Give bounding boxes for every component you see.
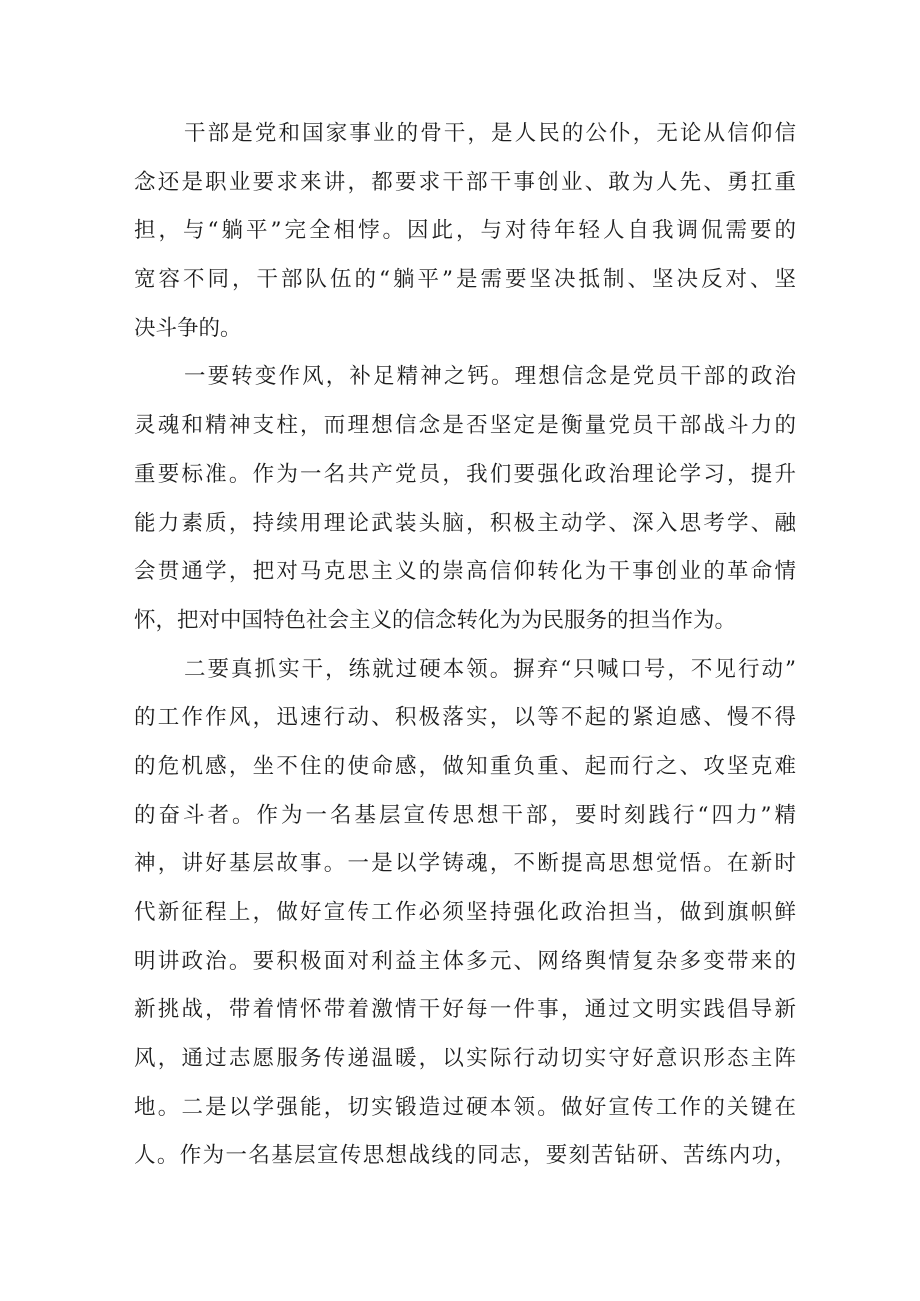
paragraph-2-line-3: 重要标准。作为一名共产党员，我们要强化政治理论学习，提升 bbox=[134, 461, 796, 487]
document-body bbox=[134, 110, 796, 1181]
paragraph-3-line-4: 的奋斗者。作为一名基层宣传思想干部，要时刻践行“四力”精 bbox=[134, 802, 796, 828]
paragraph-3-line-9: 风，通过志愿服务传递温暖，以实际行动切实守好意识形态主阵 bbox=[134, 1046, 796, 1072]
paragraph-1-line-1: 干部是党和国家事业的骨干，是人民的公仆，无论从信仰信 bbox=[184, 121, 796, 146]
paragraph-1-line-4: 宽容不同，干部队伍的“躺平”是需要坚决抵制、坚决反对、坚 bbox=[134, 267, 796, 293]
paragraph-2-line-4: 能力素质，持续用理论武装头脑，积极主动学、深入思考学、融 bbox=[134, 510, 796, 536]
paragraph-1-line-3: 担，与“躺平”完全相悖。因此，与对待年轻人自我调侃需要的 bbox=[134, 218, 796, 244]
paragraph-2-line-6: 怀，把对中国特色社会主义的信念转化为为民服务的担当作为。 bbox=[134, 607, 737, 633]
paragraph-1-line-5: 决斗争的。 bbox=[134, 315, 242, 341]
paragraph-3-line-5: 神，讲好基层故事。一是以学铸魂，不断提高思想觉悟。在新时 bbox=[134, 851, 796, 877]
paragraph-2-line-1: 一要转变作风，补足精神之钙。理想信念是党员干部的政治 bbox=[184, 364, 796, 390]
paragraph-1-line-2: 念还是职业要求来讲，都要求干部干事创业、敢为人先、勇扛重 bbox=[134, 169, 796, 195]
paragraph-3-line-8: 新挑战，带着情怀带着激情干好每一件事，通过文明实践倡导新 bbox=[134, 997, 796, 1023]
paragraph-2-line-2: 灵魂和精神支柱，而理想信念是否坚定是衡量党员干部战斗力的 bbox=[134, 413, 796, 439]
paragraph-3-line-6: 代新征程上，做好宣传工作必须坚持强化政治担当，做到旗帜鲜 bbox=[134, 900, 796, 925]
paragraph-3-line-1: 二要真抓实干，练就过硬本领。摒弃“只喊口号，不见行动” bbox=[184, 656, 796, 682]
paragraph-3-line-2: 的工作作风，迅速行动、积极落实，以等不起的紧迫感、慢不得 bbox=[134, 705, 796, 731]
paragraph-3-line-7: 明讲政治。要积极面对利益主体多元、网络舆情复杂多变带来的 bbox=[134, 948, 796, 974]
paragraph-3-line-3: 的危机感，坐不住的使命感，做知重负重、起而行之、攻坚克难 bbox=[134, 753, 796, 779]
paragraph-3-line-11: 人。作为一名基层宣传思想战线的同志，要刻苦钻研、苦练内功， bbox=[134, 1143, 796, 1169]
paragraph-2-line-5: 会贯通学，把对马克思主义的崇高信仰转化为干事创业的革命情 bbox=[134, 559, 796, 585]
paragraph-3-line-10: 地。二是以学强能，切实锻造过硬本领。做好宣传工作的关键在 bbox=[134, 1094, 796, 1120]
